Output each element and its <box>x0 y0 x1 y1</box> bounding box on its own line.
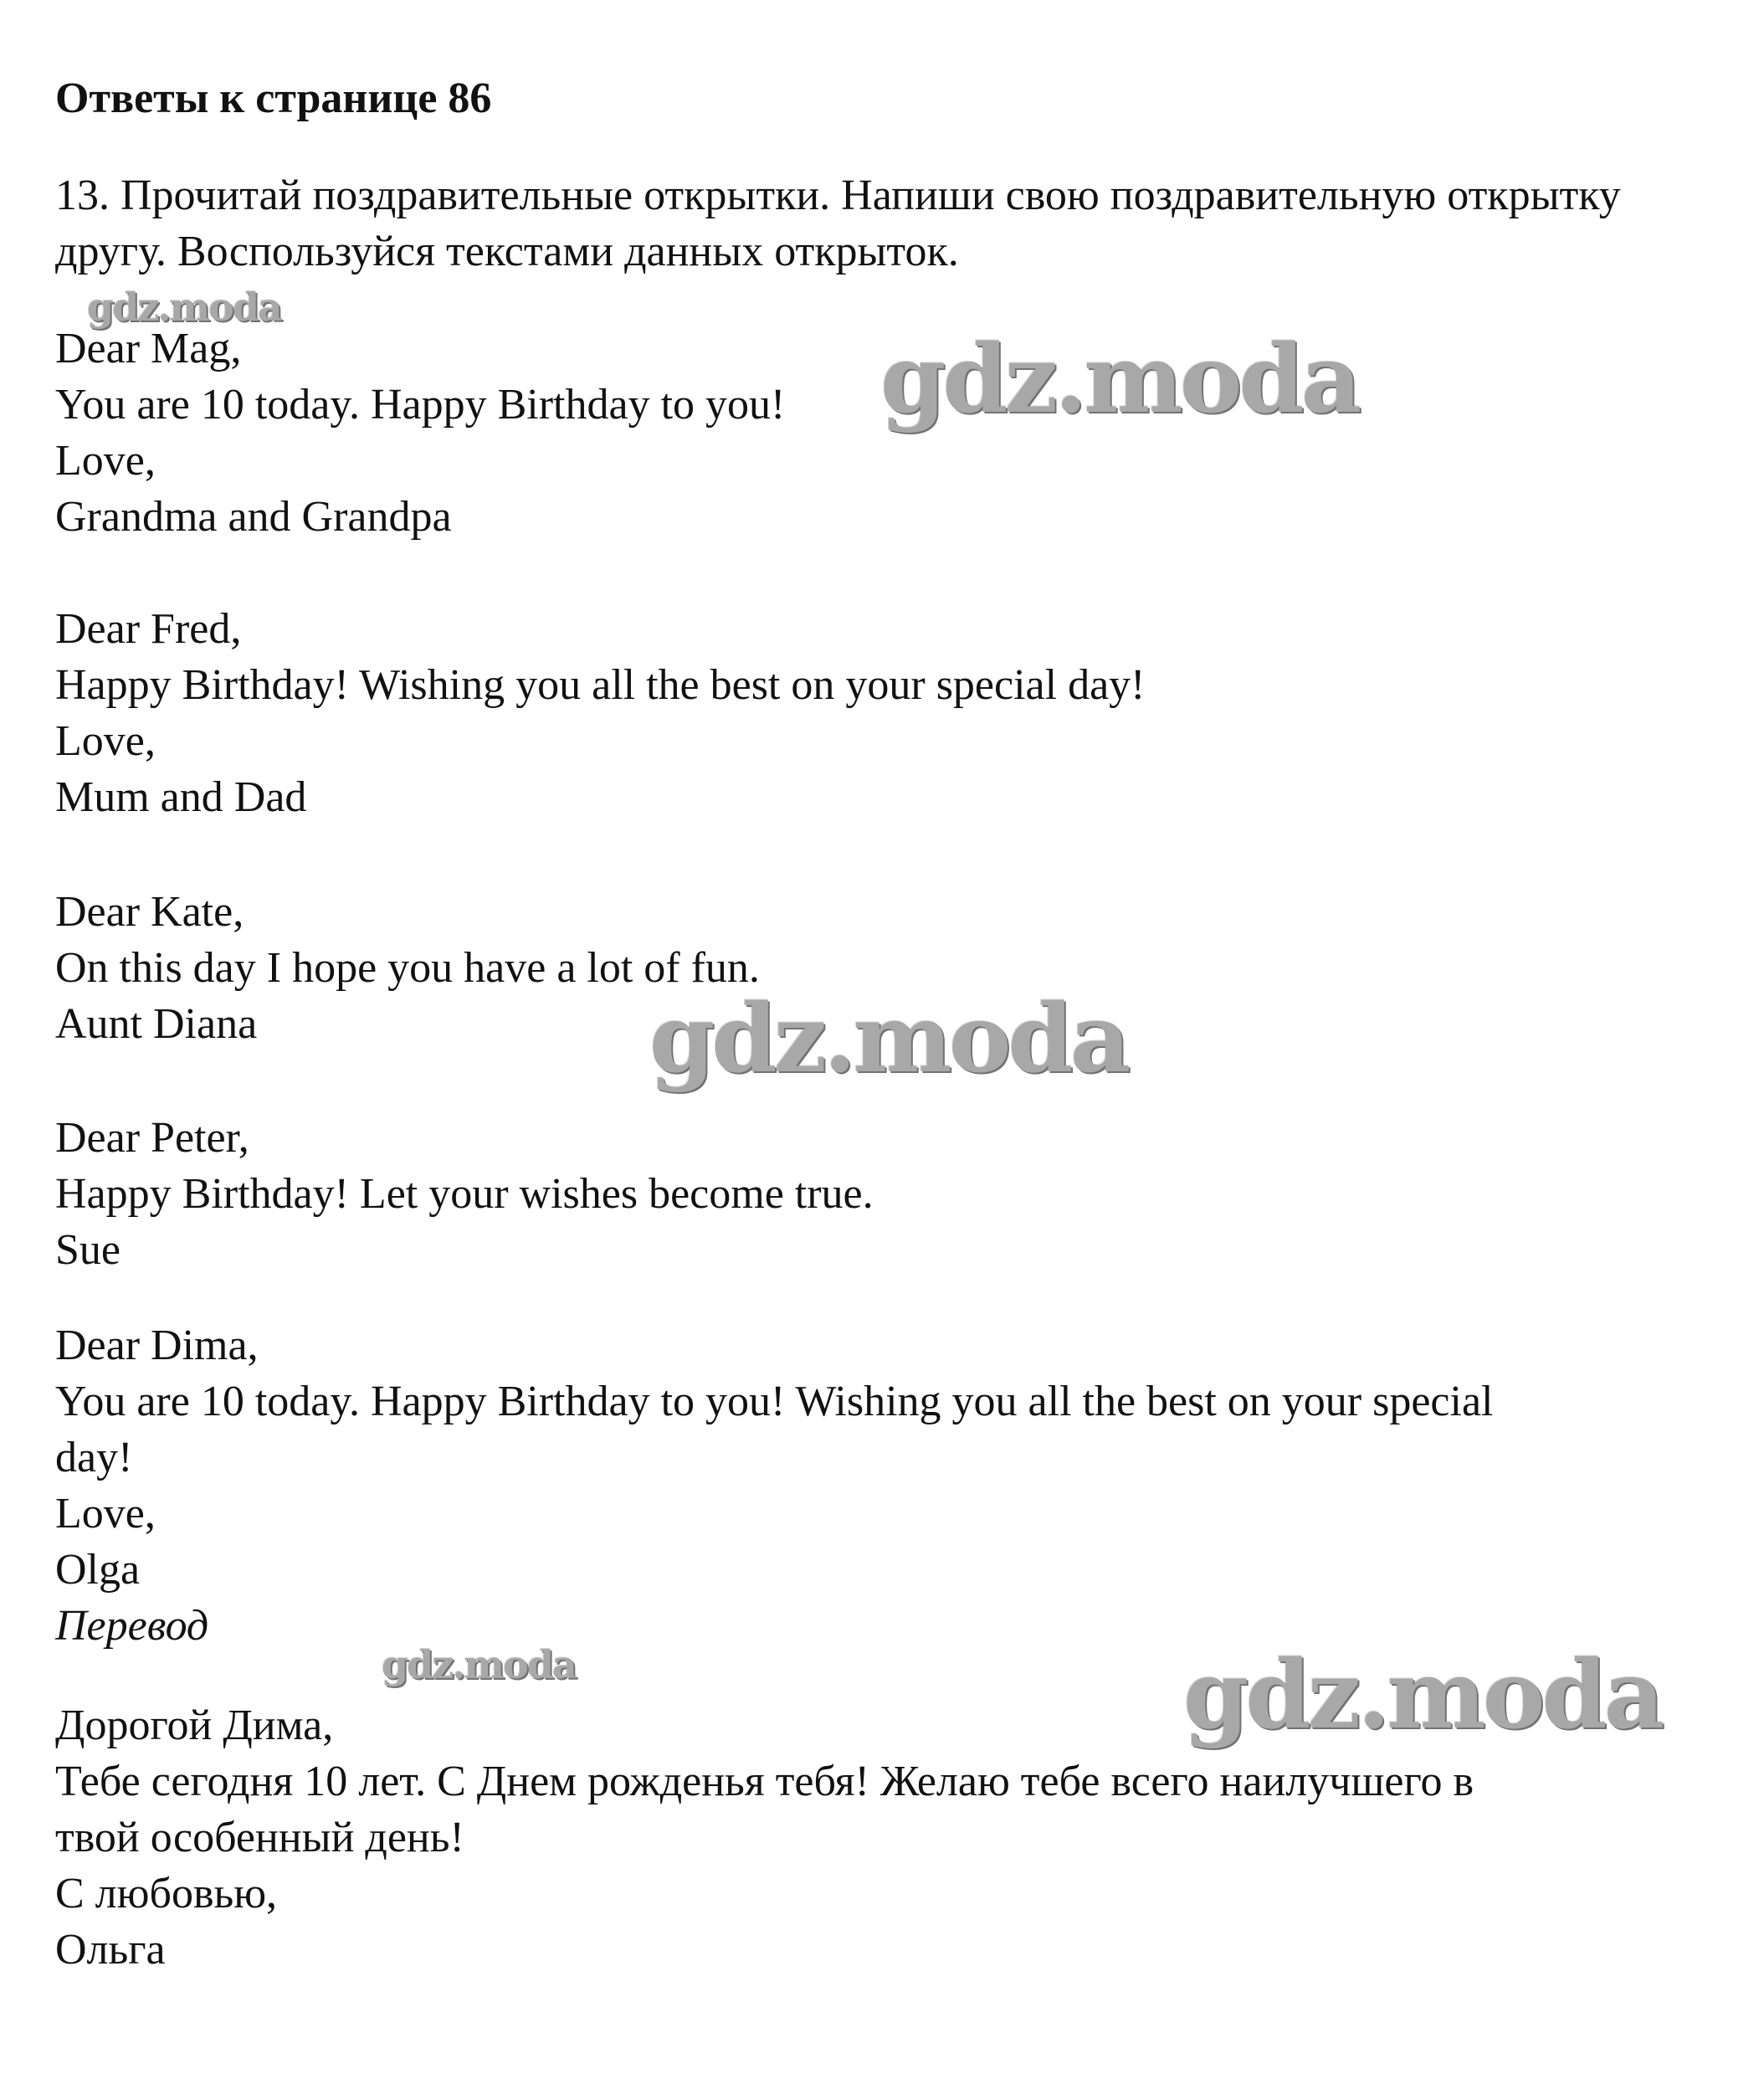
card-line: Love, <box>55 1490 156 1537</box>
watermark: gdz.moda <box>1183 1640 1662 1750</box>
card-line: Dear Peter, <box>55 1114 249 1162</box>
card-line: You are 10 today. Happy Birthday to you! <box>55 381 786 429</box>
card-line: Ольга <box>55 1926 166 1974</box>
watermark: gdz.moda <box>382 1642 576 1687</box>
card-line: Dear Dima, <box>55 1322 259 1369</box>
card-line: Love, <box>55 437 156 485</box>
card-line: Olga <box>55 1546 141 1594</box>
card-line: You are 10 today. Happy Birthday to you! Wishing you all the best on your special <box>55 1378 1494 1425</box>
card-line: Dear Kate, <box>55 888 244 936</box>
card-line: Happy Birthday! Wishing you all the best on your special day! <box>55 661 1146 709</box>
task-text: 13. Прочитай поздравительные открытки. Напиши свою поздравительную открытку другу. Воспользуйся текстами данных открыток. <box>55 172 1621 275</box>
card-line: Aunt Diana <box>55 1000 258 1048</box>
card-line: Тебе сегодня 10 лет. С Днем рожденья тебя! Желаю тебе всего наилучшего в <box>55 1758 1474 1805</box>
watermark: gdz.moda <box>649 984 1128 1094</box>
card-line: Dear Mag, <box>55 325 242 372</box>
card-line: Grandma and Grandpa <box>55 493 452 541</box>
card-line: твой особенный день! <box>55 1814 464 1861</box>
card-line: С любовью, <box>55 1870 278 1917</box>
translation-label: Перевод <box>55 1602 209 1650</box>
card-line: Дорогой Дима, <box>55 1702 334 1749</box>
card-line: On this day I hope you have a lot of fun. <box>55 944 760 992</box>
page-title: Ответы к странице 86 <box>55 74 492 122</box>
card-line: Happy Birthday! Let your wishes become true. <box>55 1170 874 1218</box>
card-line: Sue <box>55 1226 121 1274</box>
watermark: gdz.moda <box>87 285 281 330</box>
card-line: Love, <box>55 717 156 765</box>
card-line: Mum and Dad <box>55 773 307 821</box>
watermark: gdz.moda <box>880 325 1359 434</box>
card-line: Dear Fred, <box>55 605 242 653</box>
card-line: day! <box>55 1434 133 1481</box>
